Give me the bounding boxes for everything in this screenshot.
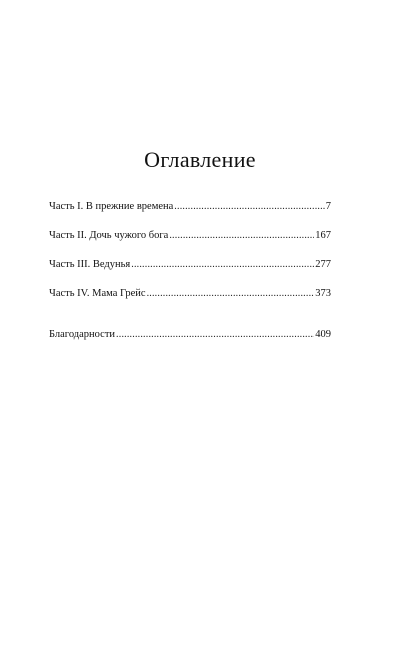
page-title: Оглавление xyxy=(144,147,256,172)
table-of-contents xyxy=(49,200,331,342)
toc-entry-part-3[interactable] xyxy=(49,258,331,272)
toc-entry-acknowledgements[interactable] xyxy=(49,328,331,342)
dot-leader xyxy=(116,328,314,342)
dot-leader xyxy=(147,287,315,301)
toc-entry-label: Благодарности xyxy=(49,329,116,340)
dot-leader xyxy=(169,229,314,243)
toc-entry-label: Часть III. Ведунья xyxy=(49,259,131,270)
toc-entry-label: Часть II. Дочь чужого бога xyxy=(49,230,169,241)
toc-entry-page-number: 7 xyxy=(325,201,331,212)
dot-leader xyxy=(174,200,324,214)
toc-entry-page-number: 167 xyxy=(315,230,331,241)
toc-entry-page-number: 409 xyxy=(315,329,331,340)
toc-entry-part-2[interactable] xyxy=(49,229,331,243)
toc-entry-label: Часть IV. Мама Грейс xyxy=(49,288,146,299)
toc-entry-label: Часть I. В прежние времена xyxy=(49,201,174,212)
toc-entry-part-4[interactable] xyxy=(49,287,331,301)
toc-entry-part-1[interactable] xyxy=(49,200,331,214)
dot-leader xyxy=(131,258,314,272)
toc-entry-page-number: 277 xyxy=(315,259,331,270)
toc-entry-page-number: 373 xyxy=(315,288,331,299)
